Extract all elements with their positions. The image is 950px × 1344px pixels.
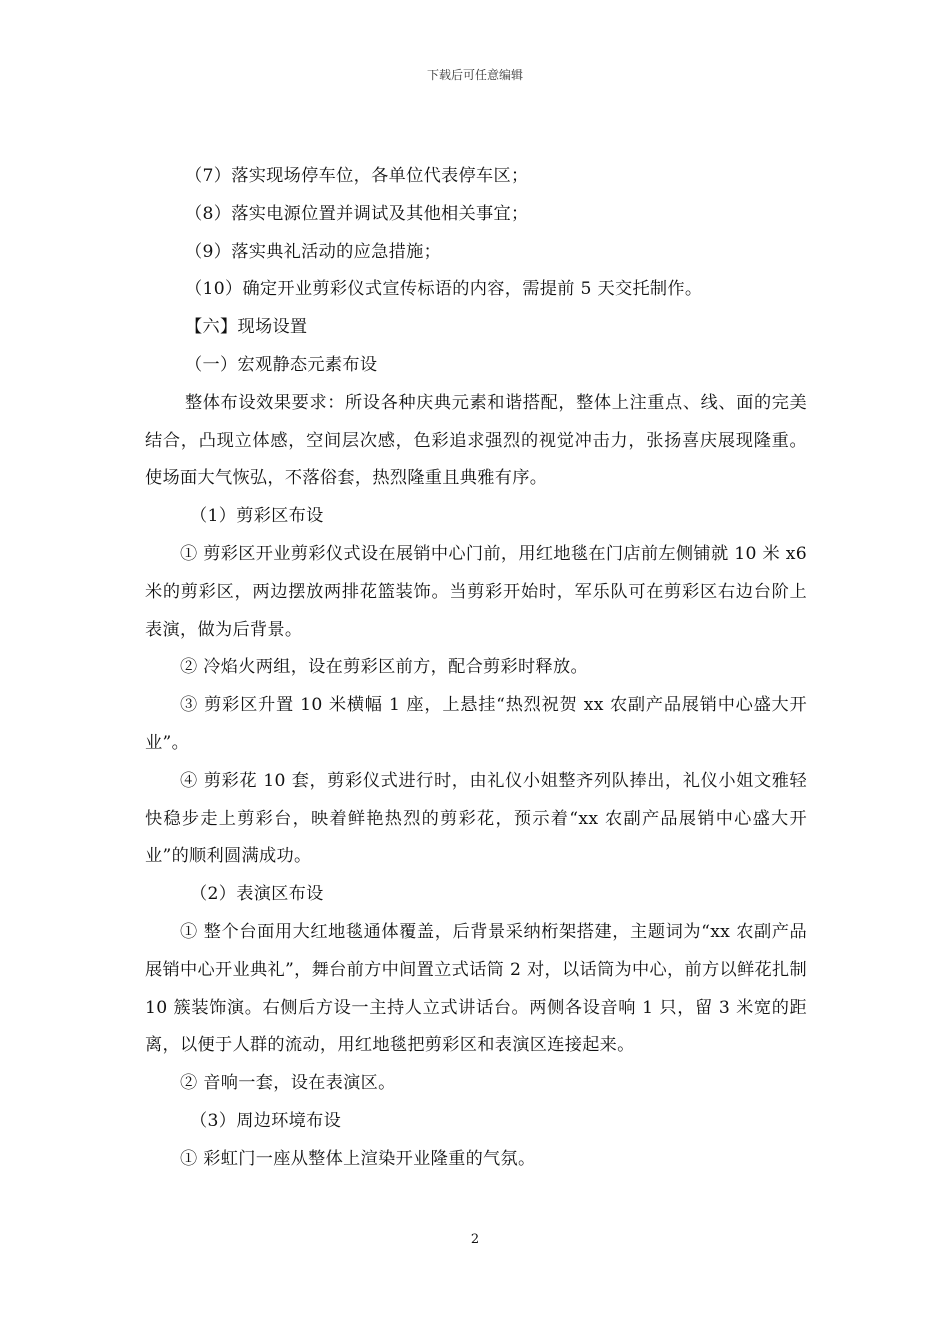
paragraph-ribbon-1: ① 剪彩区开业剪彩仪式设在展销中心门前，用红地毯在门店前左侧铺就 10 米 x6 米的剪彩区，两边摆放两排花篮装饰。当剪彩开始时，军乐队可在剪彩区右边台阶上表演，做为后背景。 xyxy=(145,543,807,640)
section-heading-6: 【六】现场设置 xyxy=(185,317,308,338)
document-body xyxy=(145,158,807,1179)
subheading-ribbon-area: （1）剪彩区布设 xyxy=(190,506,324,527)
list-item-7: （7）落实现场停车位，各单位代表停车区； xyxy=(185,166,529,186)
list-item-10: （10）确定开业剪彩仪式宣传标语的内容，需提前 5 天交托制作。 xyxy=(185,279,703,300)
subheading-performance-area: （2）表演区布设 xyxy=(190,884,324,905)
paragraph-ribbon-4: ④ 剪彩花 10 套，剪彩仪式进行时，由礼仪小姐整齐列队捧出，礼仪小姐文雅轻快稳步走上剪彩台，映着鲜艳热烈的剪彩花，预示着“xx 农副产品展销中心盛大开业”的顺利圆满成功。 xyxy=(145,770,807,867)
page-header: 下载后可任意编辑 xyxy=(426,68,523,82)
list-item-8: （8）落实电源位置并调试及其他相关事宜； xyxy=(185,203,529,224)
list-item-9: （9）落实典礼活动的应急措施； xyxy=(185,241,442,262)
paragraph-overall-requirements: 整体布设效果要求：所设各种庆典元素和谐搭配，整体上注重点、线、面的完美结合，凸现立体感，空间层次感，色彩追求强烈的视觉冲击力，张扬喜庆展现隆重。使场面大气恢弘，不落俗套，热烈隆重且典雅有序。 xyxy=(145,392,807,489)
paragraph-ribbon-3: ③ 剪彩区升置 10 米横幅 1 座，上悬挂“热烈祝贺 xx 农副产品展销中心盛大开业”。 xyxy=(145,695,807,753)
paragraph-surroundings-1: ① 彩虹门一座从整体上渲染开业隆重的气氛。 xyxy=(180,1148,536,1169)
paragraph-performance-1: ① 整个台面用大红地毯通体覆盖，后背景采纳桁架搭建，主题词为“xx 农副产品展销中心开业典礼”，舞台前方中间置立式话筒 2 对，以话筒为中心，前方以鲜花扎制 10 簇装饰演。右侧后方设一主持人立式讲话台。两侧各设音响 1 只，留 3 米宽的距离，以便于人群的流动，用红地毯把剪彩区和表演区连接起来。 xyxy=(145,921,807,1056)
subheading-surroundings: （3）周边环境布设 xyxy=(190,1110,342,1131)
subsection-heading-1: （一）宏观静态元素布设 xyxy=(185,354,378,375)
paragraph-performance-2: ② 音响一套，设在表演区。 xyxy=(180,1073,396,1094)
page-number: 2 xyxy=(470,1232,480,1247)
paragraph-ribbon-2: ② 冷焰火两组，设在剪彩区前方，配合剪彩时释放。 xyxy=(180,657,588,678)
